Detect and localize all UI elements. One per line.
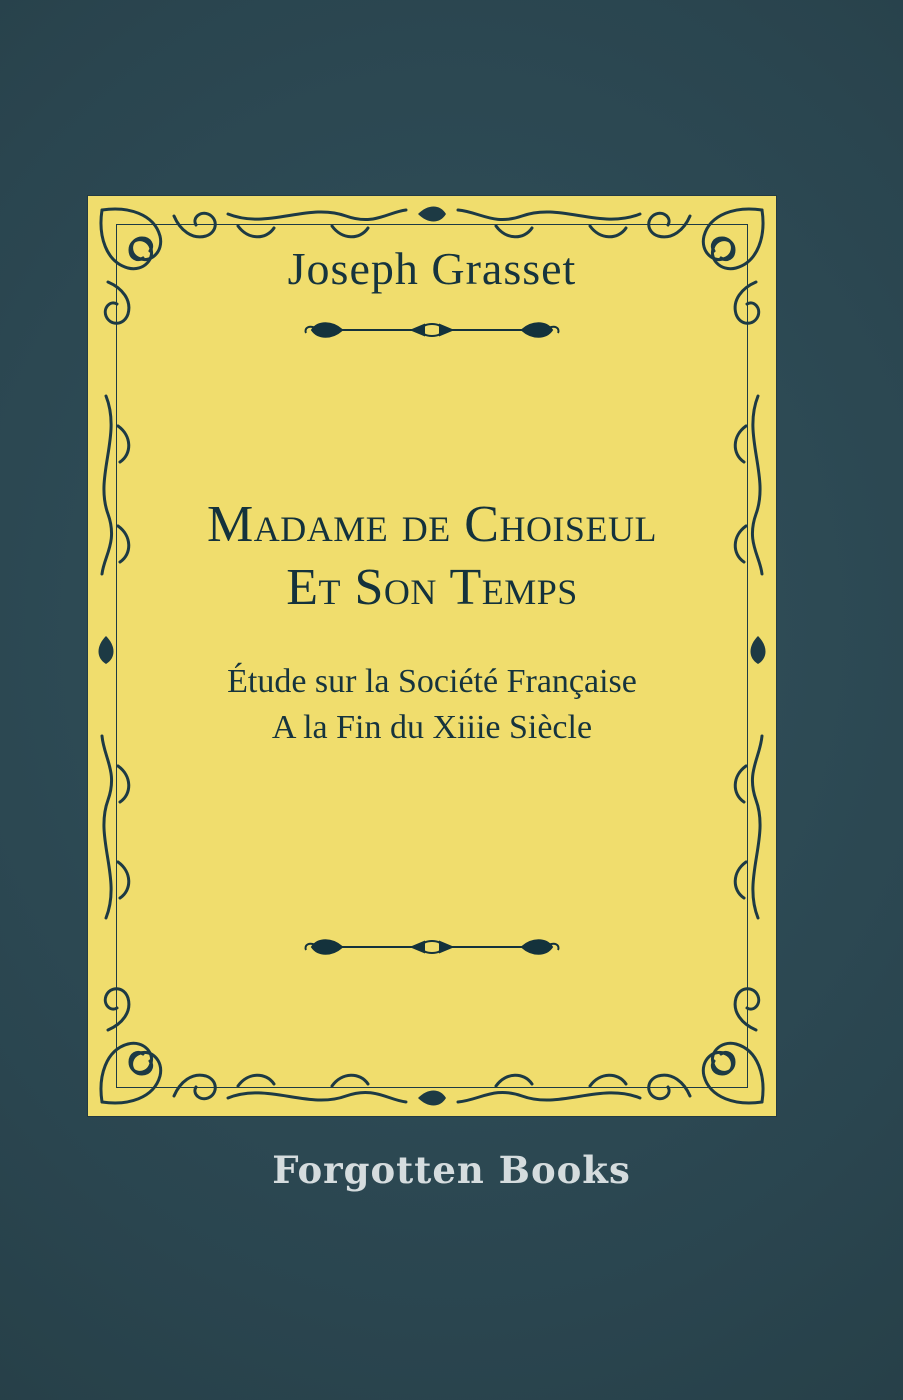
book-title: [144, 343, 720, 620]
subtitle-line-2: A la Fin du Xiiie Siècle: [271, 709, 593, 747]
subtitle-line-1: Étude sur la Société Française: [227, 663, 637, 701]
author-name: Joseph Grasset: [287, 243, 577, 294]
title-line-2: Et Son Temps: [286, 559, 578, 617]
fleuron-divider-top-icon: [302, 317, 562, 343]
fleuron-divider-bottom-icon: [302, 934, 562, 960]
book-subtitle: [144, 619, 720, 751]
cover-text-block: [144, 244, 720, 751]
book-cover-panel: [88, 196, 776, 1116]
title-line-1: Madame de Choiseul: [207, 495, 657, 553]
publisher-name: Forgotten Books: [272, 1148, 631, 1192]
